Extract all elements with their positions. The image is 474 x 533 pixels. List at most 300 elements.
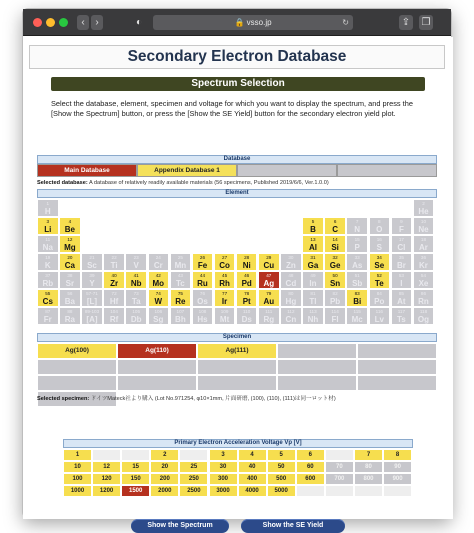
element-symbol: Nh bbox=[307, 315, 319, 324]
voltage-option[interactable]: 4 bbox=[238, 449, 267, 461]
element-cl bbox=[391, 235, 413, 253]
element-number: 12 bbox=[67, 237, 73, 242]
specimen-option bbox=[197, 359, 277, 375]
element-symbol: Ir bbox=[221, 297, 228, 306]
element-number: 76 bbox=[199, 291, 206, 296]
element-as bbox=[346, 253, 368, 271]
element-na bbox=[37, 235, 59, 253]
element-k bbox=[37, 253, 59, 271]
element-number: 116 bbox=[375, 309, 383, 314]
element-number: 14 bbox=[332, 237, 338, 242]
element-symbol: Cu bbox=[263, 261, 275, 270]
element-number: 86 bbox=[420, 291, 427, 296]
element-number: 32 bbox=[332, 255, 338, 260]
element-number: 56 bbox=[67, 291, 73, 296]
element-zn bbox=[280, 253, 302, 271]
database-tab-appendix-1[interactable]: Appendix Database 1 bbox=[137, 164, 237, 177]
specimen-option bbox=[37, 359, 117, 375]
element-number: 77 bbox=[222, 291, 228, 296]
element-number: 50 bbox=[332, 273, 338, 278]
element-og bbox=[413, 307, 435, 325]
element-o bbox=[369, 217, 391, 235]
specimen-option bbox=[357, 343, 437, 359]
element-number: 85 bbox=[398, 291, 404, 296]
element-number: 52 bbox=[376, 273, 382, 278]
element-number: 54 bbox=[420, 273, 427, 278]
element-rf bbox=[103, 307, 125, 325]
specimen-option bbox=[357, 359, 437, 375]
voltage-option[interactable]: 12 bbox=[92, 461, 121, 473]
element-symbol: Pb bbox=[329, 297, 341, 306]
element-fr bbox=[37, 307, 59, 325]
element-number: 35 bbox=[398, 255, 404, 260]
element-symbol: Cl bbox=[397, 243, 406, 252]
specimen-option bbox=[117, 375, 197, 391]
element-number: 104 bbox=[110, 309, 118, 314]
element-ru[interactable] bbox=[192, 271, 214, 289]
voltage-option[interactable]: 60 bbox=[296, 461, 325, 473]
element-symbol: Cn bbox=[285, 315, 297, 324]
element-symbol: [L] bbox=[86, 297, 98, 306]
voltage-option[interactable]: 50 bbox=[267, 461, 296, 473]
element-symbol: Fl bbox=[331, 315, 339, 324]
element-number: 84 bbox=[376, 291, 382, 296]
element-co[interactable] bbox=[214, 253, 236, 271]
element-rg bbox=[258, 307, 280, 325]
database-tab-empty bbox=[337, 164, 437, 177]
element-symbol: Mt bbox=[219, 315, 230, 324]
element-a bbox=[81, 307, 103, 325]
element-symbol: Ru bbox=[197, 279, 208, 288]
element-symbol: At bbox=[397, 297, 406, 306]
voltage-option[interactable]: 5 bbox=[267, 449, 296, 461]
reload-icon[interactable]: ↻ bbox=[342, 18, 349, 27]
voltage-option[interactable]: 1200 bbox=[92, 485, 121, 497]
element-number: 27 bbox=[222, 255, 228, 260]
shield-icon[interactable]: ◐ bbox=[135, 17, 143, 28]
element-symbol: As bbox=[352, 261, 363, 270]
element-symbol: Cr bbox=[153, 261, 163, 270]
element-number: 55 bbox=[45, 291, 51, 296]
element-number: 11 bbox=[45, 237, 51, 242]
element-number: 79 bbox=[266, 291, 272, 296]
voltage-option: 800 bbox=[354, 473, 383, 485]
element-number: 111 bbox=[265, 309, 273, 314]
element-symbol: F bbox=[398, 225, 404, 234]
voltage-option[interactable]: 1500 bbox=[121, 485, 150, 497]
element-n bbox=[346, 217, 368, 235]
specimen-option bbox=[197, 375, 277, 391]
element-number: 28 bbox=[244, 255, 250, 260]
voltage-option[interactable]: 40 bbox=[238, 461, 267, 473]
element-symbol: S bbox=[376, 243, 382, 252]
element-symbol: Mo bbox=[152, 279, 165, 288]
voltage-option[interactable]: 20 bbox=[150, 461, 179, 473]
element-ba bbox=[59, 289, 81, 307]
element-ge[interactable] bbox=[324, 253, 346, 271]
element-number: 24 bbox=[155, 255, 161, 260]
element-number: 48 bbox=[288, 273, 294, 278]
minimize-window-icon[interactable] bbox=[46, 18, 55, 27]
element-sn[interactable] bbox=[324, 271, 346, 289]
voltage-option[interactable]: 3 bbox=[209, 449, 238, 461]
selected-specimen bbox=[37, 394, 336, 402]
element-nh bbox=[302, 307, 324, 325]
element-number: 82 bbox=[332, 291, 338, 296]
element-si[interactable] bbox=[324, 235, 346, 253]
voltage-header: Primary Electron Acceleration Voltage Vp [V] bbox=[63, 439, 413, 448]
element-number: 43 bbox=[177, 273, 183, 278]
element-number: 3 bbox=[46, 219, 50, 224]
element-number: 105 bbox=[132, 309, 141, 314]
element-re[interactable] bbox=[170, 289, 192, 307]
element-number: 18 bbox=[420, 237, 427, 242]
element-symbol: P bbox=[354, 243, 360, 252]
selected-database bbox=[37, 180, 329, 186]
voltage-option[interactable]: 4000 bbox=[238, 485, 267, 497]
element-symbol: C bbox=[332, 225, 338, 234]
element-hf bbox=[103, 289, 125, 307]
element-number: 6 bbox=[333, 219, 337, 224]
voltage-option[interactable]: 300 bbox=[209, 473, 238, 485]
element-symbol: Ca bbox=[64, 261, 75, 270]
browser-window bbox=[22, 8, 452, 529]
element-number: 37 bbox=[45, 273, 51, 278]
voltage-option[interactable]: 10 bbox=[63, 461, 92, 473]
element-symbol: Cs bbox=[42, 297, 53, 306]
element-rb bbox=[37, 271, 59, 289]
element-symbol: Sn bbox=[329, 279, 341, 288]
voltage-option: 90 bbox=[383, 461, 412, 473]
element-number: 72 bbox=[111, 291, 117, 296]
element-ar bbox=[413, 235, 435, 253]
element-ra bbox=[59, 307, 81, 325]
element-sb bbox=[346, 271, 368, 289]
element-tc bbox=[170, 271, 192, 289]
element-symbol: [A] bbox=[86, 315, 98, 324]
element-symbol: Ga bbox=[307, 261, 319, 270]
specimen-option[interactable]: Ag(111) bbox=[197, 343, 277, 359]
element-symbol: Lv bbox=[374, 315, 384, 324]
url-bar[interactable] bbox=[153, 15, 353, 30]
element-c[interactable] bbox=[324, 217, 346, 235]
element-symbol: Bh bbox=[175, 315, 186, 324]
element-pt[interactable] bbox=[236, 289, 258, 307]
element-symbol: V bbox=[133, 261, 139, 270]
element-bi[interactable] bbox=[346, 289, 368, 307]
voltage-option[interactable]: 3000 bbox=[209, 485, 238, 497]
element-number: 45 bbox=[222, 273, 228, 278]
voltage-option bbox=[383, 485, 412, 497]
element-symbol: Co bbox=[219, 261, 230, 270]
element-symbol: Si bbox=[331, 243, 339, 252]
voltage-option[interactable]: 400 bbox=[238, 473, 267, 485]
element-symbol: Sg bbox=[153, 315, 164, 324]
element-mc bbox=[346, 307, 368, 325]
element-symbol: Ra bbox=[64, 315, 75, 324]
element-pd[interactable] bbox=[236, 271, 258, 289]
element-number: 30 bbox=[288, 255, 294, 260]
database-tabs bbox=[37, 164, 437, 177]
element-symbol: Rf bbox=[109, 315, 119, 324]
element-symbol: Ni bbox=[242, 261, 251, 270]
element-number: 46 bbox=[244, 273, 250, 278]
element-number: 118 bbox=[419, 309, 428, 314]
element-au[interactable] bbox=[258, 289, 280, 307]
element-number: 5 bbox=[311, 219, 315, 224]
show-spectrum-button[interactable]: Show the Spectrum bbox=[131, 519, 229, 533]
element-symbol: Br bbox=[396, 261, 406, 270]
element-ga[interactable] bbox=[302, 253, 324, 271]
element-ni[interactable] bbox=[236, 253, 258, 271]
element-number: 41 bbox=[133, 273, 139, 278]
page-title: Secondary Electron Database bbox=[127, 48, 347, 65]
element-number: 20 bbox=[67, 255, 73, 260]
element-hs bbox=[192, 307, 214, 325]
voltage-option[interactable]: 500 bbox=[267, 473, 296, 485]
url-text: vsso.jp bbox=[246, 18, 272, 27]
element-number: 110 bbox=[243, 309, 251, 314]
voltage-option: 70 bbox=[325, 461, 354, 473]
specimen-option[interactable]: Ag(110) bbox=[117, 343, 197, 359]
element-number: 23 bbox=[133, 255, 139, 260]
specimen-option[interactable]: Ag(100) bbox=[37, 343, 117, 359]
element-symbol: Li bbox=[44, 225, 52, 234]
back-icon[interactable]: ‹ bbox=[77, 15, 89, 30]
voltage-option[interactable]: 1000 bbox=[63, 485, 92, 497]
element-w[interactable] bbox=[148, 289, 170, 307]
element-sc bbox=[81, 253, 103, 271]
element-number: 49 bbox=[310, 273, 316, 278]
element-xe bbox=[413, 271, 435, 289]
intro-text: Select the database, element, specimen and voltage for which you want to display the spectrum, and press the [Show the Spectrum] button, or press the [Show the SE Yield] button for the secondary electron yield plot. bbox=[51, 99, 413, 118]
element-br bbox=[391, 253, 413, 271]
element-symbol: Al bbox=[308, 243, 317, 252]
voltage-option[interactable]: 120 bbox=[92, 473, 121, 485]
selected-database-text: A database of relatively readily available materials (56 specimens, Published 2019/6/6, Ver.1.0.0) bbox=[88, 180, 329, 186]
element-number: 117 bbox=[397, 309, 406, 314]
voltage-option[interactable]: 7 bbox=[354, 449, 383, 461]
element-number: 89-103 bbox=[84, 309, 100, 314]
voltage-option[interactable]: 100 bbox=[63, 473, 92, 485]
element-symbol: Og bbox=[417, 315, 430, 324]
element-symbol: I bbox=[400, 279, 403, 288]
element-cu[interactable] bbox=[258, 253, 280, 271]
element-symbol: Ti bbox=[110, 261, 118, 270]
element-mg[interactable] bbox=[59, 235, 81, 253]
element-number: 21 bbox=[89, 255, 95, 260]
lock-icon: 🔒 bbox=[234, 18, 245, 27]
element-number: 19 bbox=[45, 255, 51, 260]
element-symbol: Nb bbox=[130, 279, 142, 288]
element-mo[interactable] bbox=[148, 271, 170, 289]
element-number: 31 bbox=[310, 255, 316, 260]
element-se[interactable] bbox=[369, 253, 391, 271]
element-db bbox=[125, 307, 147, 325]
element-symbol: B bbox=[310, 225, 316, 234]
element-number: 9 bbox=[400, 219, 403, 224]
voltage-option bbox=[354, 485, 383, 497]
voltage-option[interactable]: 5000 bbox=[267, 485, 296, 497]
element-cd bbox=[280, 271, 302, 289]
voltage-option[interactable]: 2000 bbox=[150, 485, 179, 497]
voltage-option bbox=[179, 449, 208, 461]
element-al[interactable] bbox=[302, 235, 324, 253]
element-symbol: Rb bbox=[42, 279, 54, 288]
element-number: 7 bbox=[355, 219, 359, 224]
element-number: 22 bbox=[111, 255, 117, 260]
element-li[interactable] bbox=[37, 217, 59, 235]
voltage-option bbox=[325, 449, 354, 461]
close-window-icon[interactable] bbox=[33, 18, 42, 27]
element-number: 108 bbox=[198, 309, 207, 314]
voltage-option: 700 bbox=[325, 473, 354, 485]
section-title: Spectrum Selection bbox=[51, 77, 425, 91]
selected-specimen-label: Selected specimen: bbox=[37, 396, 90, 402]
voltage-option[interactable]: 6 bbox=[296, 449, 325, 461]
element-rh[interactable] bbox=[214, 271, 236, 289]
element-symbol: In bbox=[309, 279, 317, 288]
element-number: 81 bbox=[310, 291, 316, 296]
element-l bbox=[81, 289, 103, 307]
element-ca[interactable] bbox=[59, 253, 81, 271]
element-symbol: Y bbox=[89, 279, 95, 288]
element-mn bbox=[170, 253, 192, 271]
element-f bbox=[391, 217, 413, 235]
voltage-option bbox=[121, 449, 150, 461]
element-number: 74 bbox=[155, 291, 161, 296]
specimen-grid bbox=[37, 343, 437, 391]
element-symbol: Be bbox=[64, 225, 75, 234]
element-number: 36 bbox=[420, 255, 427, 260]
voltage-option[interactable]: 8 bbox=[383, 449, 412, 461]
element-symbol: Ts bbox=[397, 315, 406, 324]
element-symbol: Sb bbox=[352, 279, 363, 288]
element-symbol: Bi bbox=[353, 297, 362, 306]
element-number: 87 bbox=[45, 309, 51, 314]
element-zr[interactable] bbox=[103, 271, 125, 289]
element-b[interactable] bbox=[302, 217, 324, 235]
voltage-option[interactable]: 15 bbox=[121, 461, 150, 473]
voltage-option[interactable]: 600 bbox=[296, 473, 325, 485]
element-number: 113 bbox=[309, 309, 317, 314]
voltage-option[interactable]: 2 bbox=[150, 449, 179, 461]
element-header: Element bbox=[37, 189, 437, 198]
element-number: 38 bbox=[67, 273, 73, 278]
element-symbol: Se bbox=[374, 261, 385, 270]
element-tl bbox=[302, 289, 324, 307]
element-fe[interactable] bbox=[192, 253, 214, 271]
element-number: 112 bbox=[287, 309, 295, 314]
element-symbol: Tl bbox=[309, 297, 317, 306]
maximize-window-icon[interactable] bbox=[59, 18, 68, 27]
browser-toolbar bbox=[23, 9, 451, 36]
element-ag[interactable] bbox=[258, 271, 280, 289]
voltage-option[interactable]: 30 bbox=[209, 461, 238, 473]
element-symbol: W bbox=[154, 297, 163, 306]
database-tab-empty bbox=[237, 164, 337, 177]
element-symbol: Po bbox=[374, 297, 385, 306]
element-number: 17 bbox=[398, 237, 404, 242]
element-cr bbox=[148, 253, 170, 271]
element-ts bbox=[391, 307, 413, 325]
share-icon[interactable]: ⇪ bbox=[399, 15, 413, 30]
element-ti bbox=[103, 253, 125, 271]
element-number: 80 bbox=[288, 291, 294, 296]
element-ta bbox=[125, 289, 147, 307]
element-number: 106 bbox=[154, 309, 163, 314]
element-at bbox=[391, 289, 413, 307]
element-kr bbox=[413, 253, 435, 271]
element-number: 29 bbox=[266, 255, 272, 260]
element-symbol: Rh bbox=[219, 279, 230, 288]
voltage-grid bbox=[63, 449, 413, 497]
tabs-icon[interactable]: ❐ bbox=[419, 15, 433, 30]
specimen-option bbox=[277, 375, 357, 391]
element-be[interactable] bbox=[59, 217, 81, 235]
element-nb[interactable] bbox=[125, 271, 147, 289]
page-content bbox=[23, 37, 453, 529]
element-symbol: Ba bbox=[64, 297, 75, 306]
element-symbol: Xe bbox=[418, 279, 429, 288]
element-os bbox=[192, 289, 214, 307]
element-number: 15 bbox=[354, 237, 360, 242]
voltage-option[interactable]: 2500 bbox=[179, 485, 208, 497]
element-symbol: Fr bbox=[43, 315, 52, 324]
element-ir[interactable] bbox=[214, 289, 236, 307]
show-se-yield-button[interactable]: Show the SE Yield bbox=[241, 519, 345, 533]
element-number: 39 bbox=[89, 273, 95, 278]
voltage-option[interactable]: 200 bbox=[150, 473, 179, 485]
element-h bbox=[37, 199, 59, 217]
element-number: 8 bbox=[378, 219, 381, 224]
element-symbol: Pd bbox=[241, 279, 252, 288]
element-symbol: Hf bbox=[109, 297, 119, 306]
element-po bbox=[369, 289, 391, 307]
element-cs[interactable] bbox=[37, 289, 59, 307]
voltage-option[interactable]: 150 bbox=[121, 473, 150, 485]
element-symbol: Tc bbox=[176, 279, 185, 288]
specimen-option bbox=[277, 343, 357, 359]
element-sr bbox=[59, 271, 81, 289]
voltage-option[interactable]: 1 bbox=[63, 449, 92, 461]
voltage-option[interactable]: 250 bbox=[179, 473, 208, 485]
element-symbol: Ne bbox=[418, 225, 429, 234]
element-hg bbox=[280, 289, 302, 307]
element-symbol: Te bbox=[374, 279, 384, 288]
voltage-option[interactable]: 25 bbox=[179, 461, 208, 473]
element-symbol: Zr bbox=[110, 279, 119, 288]
element-symbol: Hs bbox=[197, 315, 208, 324]
page-header bbox=[29, 45, 445, 69]
database-tab-main[interactable]: Main Database bbox=[37, 164, 137, 177]
periodic-table bbox=[37, 199, 437, 325]
element-number: 109 bbox=[220, 309, 229, 314]
element-rn bbox=[413, 289, 435, 307]
element-number: 1 bbox=[46, 201, 50, 206]
element-he bbox=[413, 199, 435, 217]
voltage-option: 900 bbox=[383, 473, 412, 485]
element-number: 51 bbox=[354, 273, 360, 278]
forward-icon[interactable]: › bbox=[91, 15, 103, 30]
specimen-option bbox=[277, 359, 357, 375]
selected-specimen-text: ドイツMateck社より購入 (Lot No.971254, φ10×1mm, 片面研磨, (100), (110), (111)は同一ロット材) bbox=[90, 396, 336, 402]
element-symbol: Hg bbox=[285, 297, 297, 306]
element-te[interactable] bbox=[369, 271, 391, 289]
element-s bbox=[369, 235, 391, 253]
element-number: 57-71 bbox=[86, 291, 98, 296]
selected-database-label: Selected database: bbox=[37, 180, 88, 186]
